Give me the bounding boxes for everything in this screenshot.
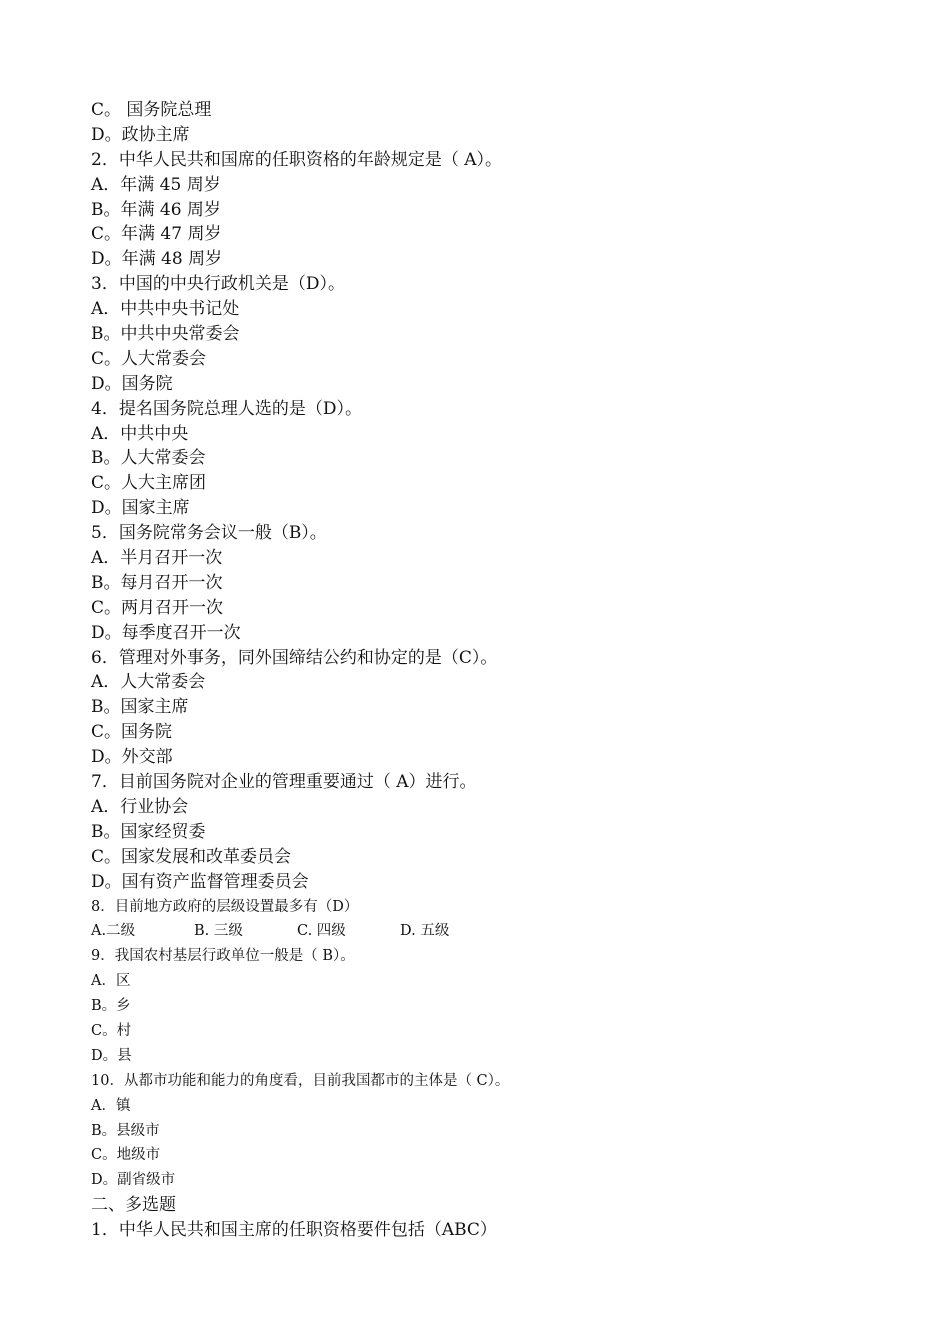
option: B。中共中央常委会: [91, 324, 240, 345]
option: D。每季度召开一次: [91, 622, 241, 643]
question-7: 7．目前国务院对企业的管理重要通过（ A）进行。: [91, 772, 477, 793]
option: B。年满 46 周岁: [91, 199, 221, 220]
option: D。副省级市: [91, 1172, 176, 1189]
option: D。年满 48 周岁: [91, 249, 223, 270]
text-line: D。政协主席: [91, 124, 190, 145]
option: B。县级市: [91, 1122, 160, 1139]
option: B。国家主席: [91, 697, 189, 718]
option: B。乡: [91, 998, 131, 1015]
option: B。国家经贸委: [91, 821, 206, 842]
option: C。人大主席团: [91, 473, 207, 494]
question-9: 9．我国农村基层行政单位一般是（ B）。: [91, 948, 355, 965]
option: D。国家主席: [91, 498, 190, 519]
option: D. 五级: [400, 923, 450, 940]
document-page: [91, 98, 891, 1243]
option: C。人大常委会: [91, 348, 207, 369]
question-3: 3．中国的中央行政机关是（D）。: [91, 274, 345, 295]
option: D。县: [91, 1047, 132, 1064]
section-heading: 二、多选题: [91, 1195, 176, 1216]
option: A．行业协会: [91, 796, 189, 817]
question-8-options: [91, 919, 891, 944]
question-4: 4．提名国务院总理人选的是（D）。: [91, 398, 362, 419]
question-2: 2．中华人民共和国席的任职资格的年龄规定是（ A）。: [91, 149, 502, 170]
option: A．镇: [91, 1097, 131, 1114]
option: B。每月召开一次: [91, 572, 223, 593]
option: C。国务院: [91, 722, 173, 743]
question-10: 10．从都市功能和能力的角度看，目前我国都市的主体是（ C）。: [91, 1072, 510, 1089]
option: D。国务院: [91, 373, 173, 394]
option: C。村: [91, 1022, 132, 1039]
option: C. 四级: [297, 923, 346, 940]
option: A．区: [91, 973, 131, 990]
option: C。国家发展和改革委员会: [91, 846, 292, 867]
option: C。两月召开一次: [91, 597, 224, 618]
text-line: C。 国务院总理: [91, 100, 212, 120]
question-8: 8．目前地方政府的层级设置最多有（D）: [91, 898, 359, 915]
option: A.二级: [91, 923, 136, 940]
option: D。国有资产监督管理委员会: [91, 871, 309, 892]
option: A．中共中央书记处: [91, 299, 240, 320]
option: B. 三级: [194, 923, 243, 940]
option: C。年满 47 周岁: [91, 224, 222, 245]
option: A．人大常委会: [91, 672, 206, 693]
option: B。人大常委会: [91, 448, 206, 469]
option: D。外交部: [91, 747, 173, 768]
option: A．年满 45 周岁: [91, 174, 221, 195]
question-5: 5．国务院常务会议一般（B）。: [91, 523, 327, 544]
option: A．半月召开一次: [91, 548, 223, 569]
question-multi-1: 1．中华人民共和国主席的任职资格要件包括（ABC）: [91, 1220, 497, 1241]
question-6: 6．管理对外事务，同外国缔结公约和协定的是（C）。: [91, 647, 498, 668]
option: A．中共中央: [91, 423, 189, 444]
option: C。地级市: [91, 1147, 161, 1164]
